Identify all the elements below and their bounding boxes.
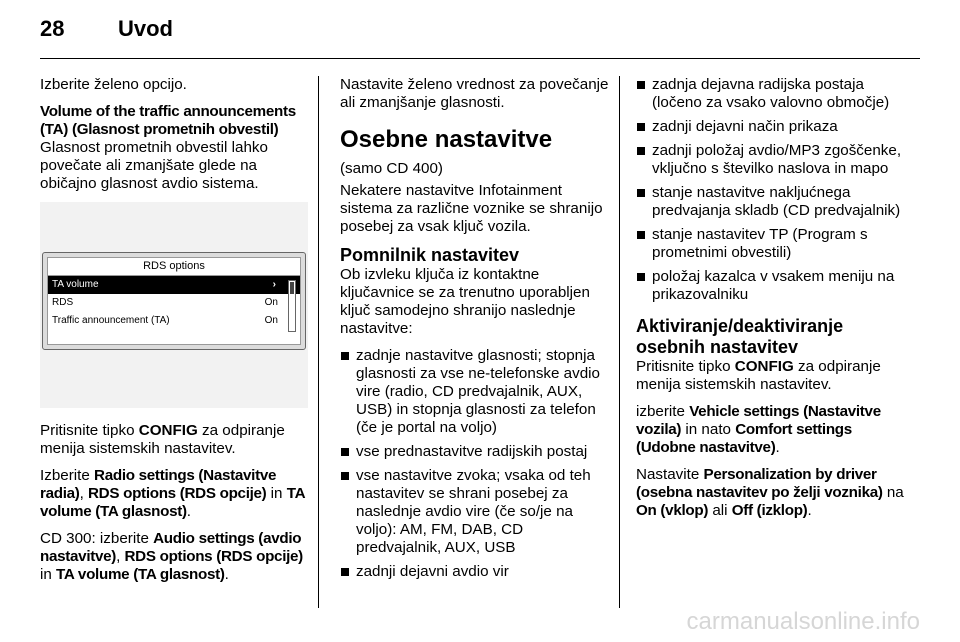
column-divider-right (619, 76, 620, 608)
display-frame (42, 252, 306, 350)
rds-options-screenshot (40, 202, 308, 408)
square-bullet-icon (341, 472, 349, 480)
list-item: vse nastavitve zvoka; vsaka od teh nastavitev se shrani posebej za naslednje avdio vire (če so/je na voljo): AM, FM, DAB, CD predvajalnik, AUX, USB (340, 467, 610, 557)
col1-intro: Izberite želeno opcijo. (40, 76, 187, 93)
header-divider (40, 58, 920, 59)
chapter-title: Uvod (118, 16, 173, 41)
square-bullet-icon (637, 189, 645, 197)
screen-row-label: TA volume (52, 279, 99, 290)
screen-title: RDS options (48, 258, 300, 276)
screen-scrollbar (288, 280, 296, 332)
screen-row-value: On (264, 297, 278, 308)
subsection-title: Pomnilnik nastavitev (340, 245, 520, 265)
col3-para-personalization: Nastavite Personalization by driver (osebna nastavitev po želji voznika) na On (vklop) ali Off (izklop). (636, 466, 904, 519)
screen-row-rds (48, 294, 300, 312)
ta-text: Glasnost prometnih obvestil lahko povečate ali zmanjšate glede na običajno glasnost avdio sistema. (40, 139, 268, 192)
square-bullet-icon (637, 273, 645, 281)
list-item: vse prednastavitve radijskih postaj (340, 443, 610, 461)
square-bullet-icon (637, 81, 645, 89)
section-text: Nekatere nastavitve Infotainment sistema za različne voznike se shranijo posebej za vsak ključ vozila. (340, 182, 603, 235)
col3-para-config: Pritisnite tipko CONFIG za odpiranje menija sistemskih nastavitev. (636, 358, 881, 393)
col1-para-cd300: CD 300: izberite Audio settings (avdio nastavitve), RDS options (RDS opcije) in TA volume (TA glasnost). (40, 530, 303, 583)
scrollbar-thumb (290, 282, 294, 294)
screen-row-traffic-announcement (48, 312, 300, 330)
ta-heading: Volume of the traffic announcements (TA) (Glasnost prometnih obvestil) (40, 103, 296, 138)
watermark: carmanualsonline.info (686, 608, 920, 635)
display-screen (47, 257, 301, 345)
section-note: (samo CD 400) (340, 160, 443, 177)
column-1 (40, 76, 308, 593)
square-bullet-icon (341, 448, 349, 456)
list-item: položaj kazalca v vsakem meniju na prikazovalniku (636, 268, 904, 304)
square-bullet-icon (637, 147, 645, 155)
page-number: 28 (40, 16, 65, 41)
activation-title: Aktiviranje/deaktiviranje osebnih nastavitev (636, 316, 844, 357)
square-bullet-icon (637, 231, 645, 239)
list-item: zadnji dejavni način prikaza (636, 118, 904, 136)
col2-intro: Nastavite želeno vrednost za povečanje ali zmanjšanje glasnosti. (340, 76, 609, 111)
chevron-right-icon: › (272, 279, 276, 290)
list-item: stanje nastavitev TP (Program s prometnimi obvestili) (636, 226, 904, 262)
column-3 (636, 76, 904, 529)
screen-row-label: Traffic announcement (TA) (52, 315, 170, 326)
col1-para-radio-settings: Izberite Radio settings (Nastavitve radia), RDS options (RDS opcije) in TA volume (TA glasnost). (40, 467, 305, 520)
list-item: zadnji dejavni avdio vir (340, 563, 610, 581)
screen-row-value: On (264, 315, 278, 326)
subsection-text: Ob izvleku ključa iz kontaktne ključavnice se za trenutno uporabljen ključ samodejno shranijo naslednje nastavitve: (340, 266, 590, 337)
list-item: zadnji položaj avdio/MP3 zgoščenke, vključno s številko naslova in mapo (636, 142, 904, 178)
col1-para-config: Pritisnite tipko CONFIG za odpiranje menija sistemskih nastavitev. (40, 422, 285, 457)
column-2 (340, 76, 610, 587)
col3-para-vehicle-settings: izberite Vehicle settings (Nastavitve vozila) in nato Comfort settings (Udobne nastavitve). (636, 403, 881, 456)
square-bullet-icon (637, 123, 645, 131)
screen-row-ta-volume (48, 276, 300, 294)
square-bullet-icon (341, 568, 349, 576)
settings-list (340, 347, 610, 581)
column-divider-left (318, 76, 319, 608)
list-item: zadnja dejavna radijska postaja (ločeno za vsako valovno območje) (636, 76, 904, 112)
square-bullet-icon (341, 352, 349, 360)
list-item: stanje nastavitve nakljućnega predvajanja skladb (CD predvajalnik) (636, 184, 904, 220)
settings-list-continued (636, 76, 904, 304)
section-title: Osebne nastavitve (340, 126, 553, 153)
list-item: zadnje nastavitve glasnosti; stopnja glasnosti za vse ne-telefonske avdio vire (radio, CD predvajalnik, AUX, USB) in stopnja glasnosti za telefon (če je portal na voljo) (340, 347, 610, 437)
screen-row-label: RDS (52, 297, 74, 308)
